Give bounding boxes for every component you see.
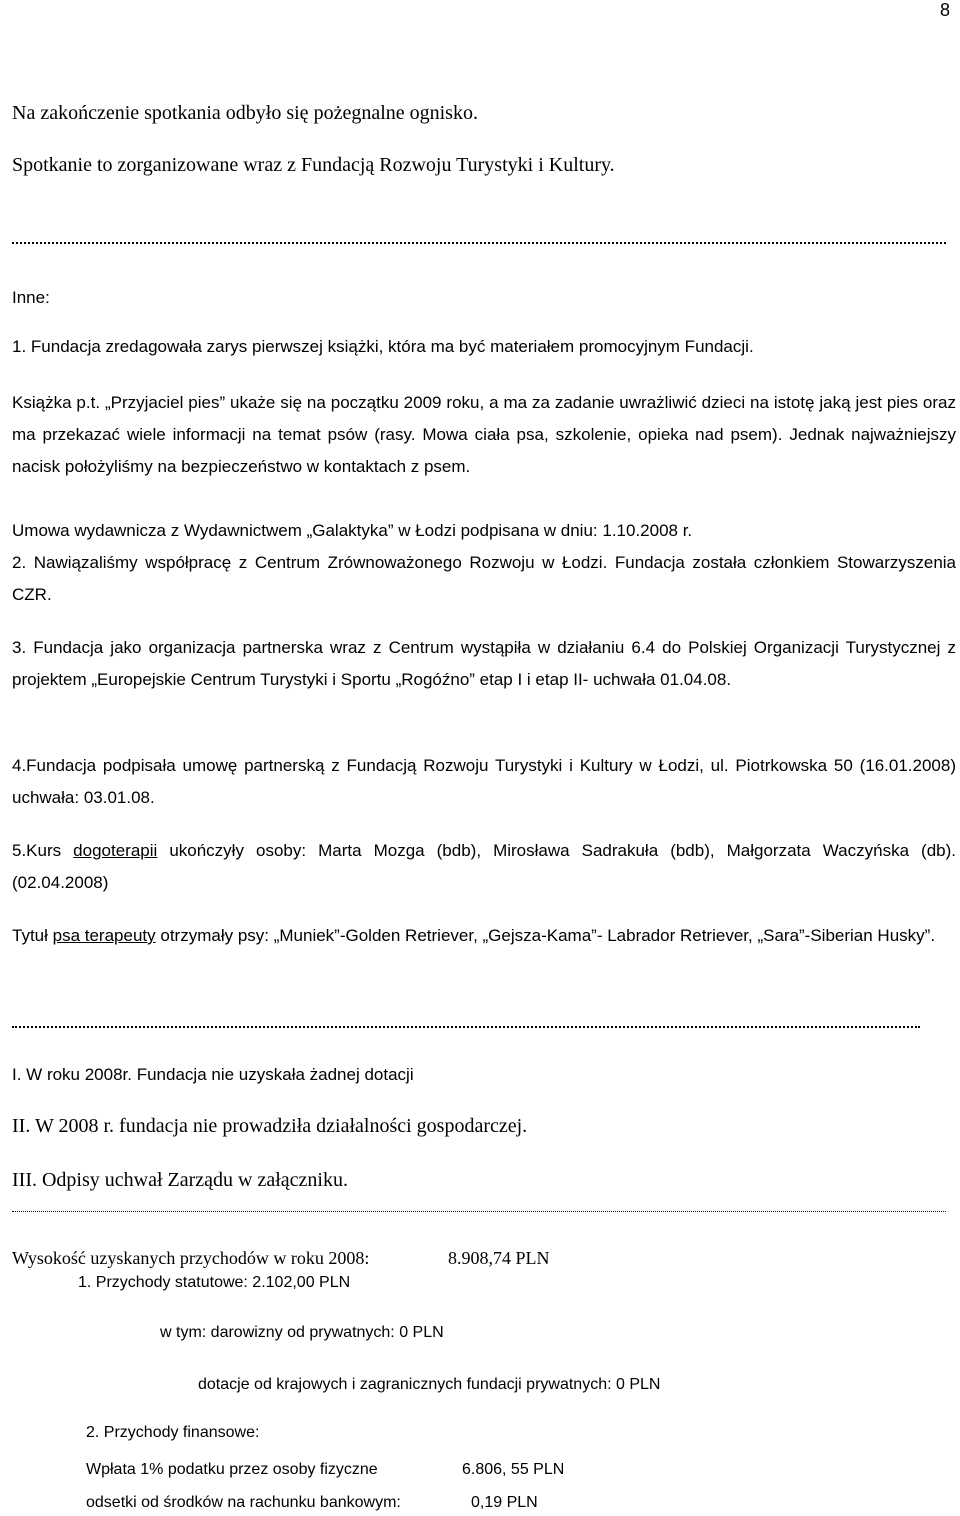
income-interest-label: odsetki od środków na rachunku bankowym: xyxy=(86,1494,401,1511)
inne-item-4: 4.Fundacja podpisała umowę partnerską z Fundacją Rozwoju Turystyki i Kultury w Łodzi, ul. Piotrkowska 50 (16.01.2008) uchwała: 03.01.08. xyxy=(12,756,956,807)
inne-item-3: 3. Fundacja jako organizacja partnerska wraz z Centrum wystąpiła w działaniu 6.4 do Polskiej Organizacji Turystycznej z projektem „Europejskie Centrum Turystyki i Sportu „Rogóźno” etap I i etap II- uchwała 01.04.08. xyxy=(12,638,956,689)
income-financial-heading: 2. Przychody finansowe: xyxy=(86,1424,260,1441)
intro-line-1: Na zakończenie spotkania odbyło się pożegnalne ognisko. xyxy=(12,102,478,124)
dotted-separator-2 xyxy=(12,1026,920,1028)
inne-item-2: 2. Nawiązaliśmy współpracę z Centrum Zrównoważonego Rozwoju w Łodzi. Fundacja została członkiem Stowarzyszenia CZR. xyxy=(12,553,956,604)
income-tax-label: Wpłata 1% podatku przez osoby fizyczne xyxy=(86,1461,378,1478)
intro-line-2: Spotkanie to zorganizowane wraz z Fundacją Rozwoju Turystyki i Kultury. xyxy=(12,154,615,176)
inne-item-5 xyxy=(12,835,956,899)
dogoterapia-link[interactable]: dogoterapii xyxy=(73,841,158,860)
income-statutory: 1. Przychody statutowe: 2.102,00 PLN xyxy=(78,1274,351,1291)
therapy-dog-title xyxy=(12,920,956,952)
income-donations-private: w tym: darowizny od prywatnych: 0 PLN xyxy=(160,1324,444,1341)
income-total-value: 8.908,74 PLN xyxy=(448,1248,550,1268)
dotted-separator-1 xyxy=(12,242,946,244)
title-prefix: Tytuł xyxy=(12,926,53,945)
book-paragraph: Książka p.t. „Przyjaciel pies” ukaże się na początku 2009 roku, a ma za zadanie uwrażliwić dzieci na istotę jaką jest pies oraz ma przekazać wiele informacji na temat psów (rasy. Mowa ciała psa, szkolenie, opieka nad psem). Jednak najważniejszy nacisk położyliśmy na bezpieczeństwo w kontaktach z psem. xyxy=(12,393,956,476)
item-5-prefix: 5.Kurs xyxy=(12,841,74,860)
title-suffix: otrzymały psy: „Muniek”-Golden Retriever, „Gejsza-Kama”- Labrador Retriever, „Sara”-Siberian Husky”. xyxy=(155,926,936,945)
income-grants: dotacje od krajowych i zagranicznych fundacji prywatnych: 0 PLN xyxy=(198,1376,661,1393)
item-5-suffix: ukończyły osoby: Marta Mozga (bdb), Mirosława Sadrakuła (bdb), Małgorzata Waczyńska (db). (02.04.2008) xyxy=(12,841,957,892)
inne-item-1: 1. Fundacja zredagowała zarys pierwszej książki, która ma być materiałem promocyjnym Fundacji. xyxy=(12,337,754,356)
income-tax-value: 6.806, 55 PLN xyxy=(462,1461,565,1478)
inne-heading: Inne: xyxy=(12,288,50,307)
roman-item-1: I. W roku 2008r. Fundacja nie uzyskała żadnej dotacji xyxy=(12,1065,414,1084)
income-interest-value: 0,19 PLN xyxy=(471,1494,538,1511)
roman-item-3: III. Odpisy uchwał Zarządu w załączniku. xyxy=(12,1169,348,1191)
page-number: 8 xyxy=(940,0,951,20)
contract-line: Umowa wydawnicza z Wydawnictwem „Galaktyka” w Łodzi podpisana w dniu: 1.10.2008 r. xyxy=(12,521,693,540)
roman-item-2: II. W 2008 r. fundacja nie prowadziła działalności gospodarczej. xyxy=(12,1115,528,1137)
dotted-separator-3 xyxy=(12,1211,946,1212)
income-total-label: Wysokość uzyskanych przychodów w roku 2008: xyxy=(12,1248,370,1268)
psa-terapeuty-link[interactable]: psa terapeuty xyxy=(52,926,156,945)
